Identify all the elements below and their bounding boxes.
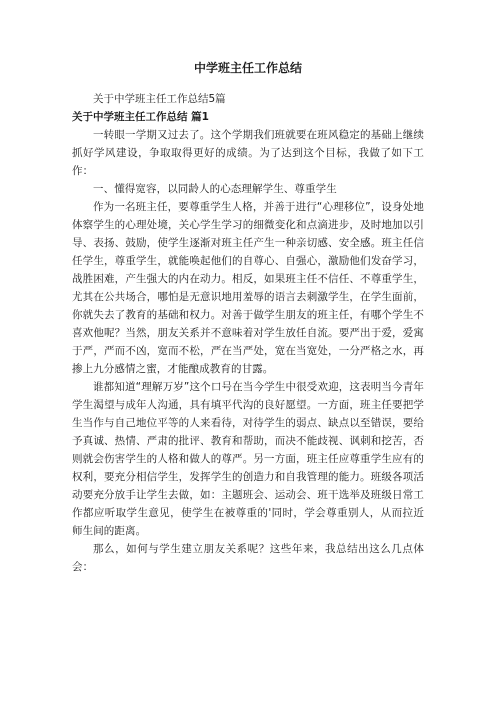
paragraph-3: 作为一名班主任，要尊重学生人格，并善于进行“心理移位”，设身处地体察学生的心理处境，关心学生学习的细微变化和点滴进步，及时地加以引导、表扬、鼓励，使学生逐渐对班主任产生一种亲切感、安全感。班主任信任学生，尊重学生，就能唤起他们的自尊心、自强心，激励他们发奋学习，战胜困难，产生强大的内在动力。相反，如果班主任不信任、不尊重学生，尤其在公共场合，哪怕是无意识地用羞辱的语言去刺激学生，在学生面前，你就失去了教育的基础和权力。对善于做学生朋友的班主任，有哪个学生不喜欢他呢？当然，朋友关系并不意味着对学生放任自流。要严出于爱，爱寓于严，严而不凶，宽而不松，严在当严处，宽在当宽处，一分严格之水，再掺上九分感情之蜜，才能酿成教育的甘露。 [72, 201, 424, 375]
document-title: 中学班主任工作总结 [193, 61, 302, 75]
paragraph-2-subheading: 一、懂得宽容，以同龄人的心态理解学生、尊重学生 [93, 183, 337, 195]
section-heading: 关于中学班主任工作总结 篇1 [72, 111, 209, 123]
intro-line: 关于中学班主任工作总结5篇 [93, 93, 226, 105]
paragraph-1: 一转眼一学期又过去了。这个学期我们班就要在班风稳定的基础上继续抓好学风建设，争取取得更好的成绩。为了达到这个目标，我做了如下工作： [72, 129, 424, 177]
paragraph-4: 谁都知道“理解万岁”这个口号在当今学生中很受欢迎，这表明当今青年学生渴望与成年人沟通，具有填平代沟的良好愿望。一方面，班主任要把学生当作与自己地位平等的人来看待，对待学生的弱点、缺点以至错误，要给予真诚、热情、严肃的批评、教育和帮助，而决不能歧视、讽刺和挖苦，否则就会伤害学生的人格和做人的尊严。另一方面，班主任应尊重学生应有的权利，要充分相信学生，发挥学生的创造力和自我管理的能力。班级各项活动要充分放手让学生去做，如：主题班会、运动会、班干选举及班级日常工作都应听取学生意见，使学生在被尊重的'同时，学会尊重别人，从而拉近师生间的距离。 [72, 381, 424, 537]
paragraph-5: 那么，如何与学生建立朋友关系呢？这些年来，我总结出这么几点体会： [72, 543, 424, 573]
